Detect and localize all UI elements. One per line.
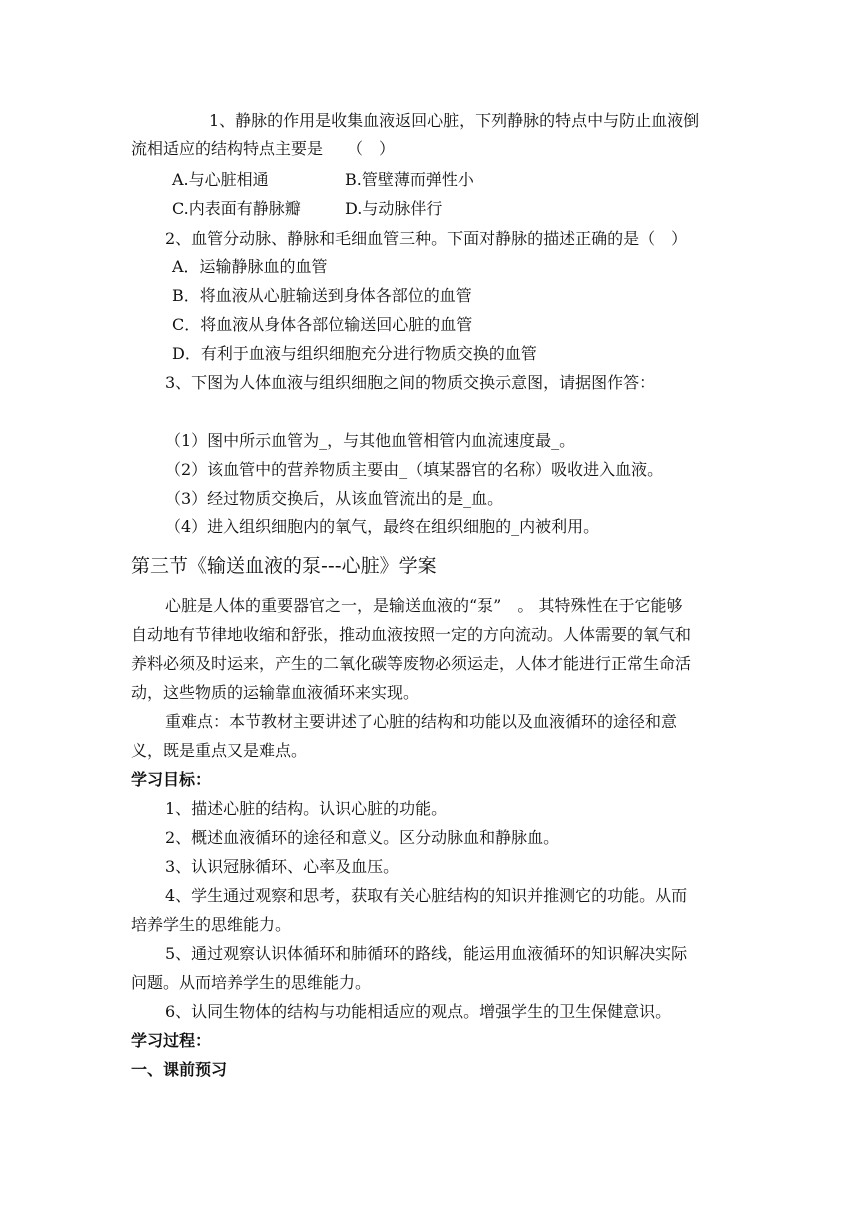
intro-line-1: 心脏是人体的重要器官之一，是输送血液的“泵” 。 其特殊性在于它能够 <box>165 596 683 615</box>
q1-option-d: D.与动脉伴行 <box>345 199 443 218</box>
q1-option-b: B.管壁薄而弹性小 <box>345 170 474 189</box>
process-heading: 学习过程： <box>131 1031 212 1050</box>
objective-5-line1: 5、通过观察认识体循环和肺循环的路线，能运用血液循环的知识解决实际 <box>165 944 688 963</box>
q3-stem: 3、下图为人体血液与组织细胞之间的物质交换示意图，请据图作答： <box>165 373 656 392</box>
q2-option-b: B．将血液从心脏输送到身体各部位的血管 <box>172 286 472 305</box>
objective-6: 6、认同生物体的结构与功能相适应的观点。增强学生的卫生保健意识。 <box>165 1002 672 1021</box>
objective-2: 2、概述血液循环的途径和意义。区分动脉血和静脉血。 <box>165 828 560 847</box>
intro-line-3: 养料必须及时运来，产生的二氧化碳等废物必须运走，人体才能进行正常生命活 <box>131 654 692 673</box>
key-line-1: 重难点：本节教材主要讲述了心脏的结构和功能以及血液循环的途径和意 <box>165 712 678 731</box>
objectives-heading: 学习目标： <box>131 770 212 789</box>
preview-heading: 一、课前预习 <box>131 1060 228 1079</box>
q3-part-3: （3）经过物质交换后，从该血管流出的是_血。 <box>165 489 504 508</box>
q1-option-c: C.内表面有静脉瓣 <box>172 199 301 218</box>
q3-part-4: （4）进入组织细胞内的氧气，最终在组织细胞的_内被利用。 <box>165 517 600 536</box>
section-title: 第三节《输送血液的泵---心脏》学案 <box>131 555 437 577</box>
intro-line-4: 动，这些物质的运输靠血液循环来实现。 <box>131 683 420 702</box>
objective-5-line2: 问题。从而培养学生的思维能力。 <box>131 973 372 992</box>
objective-1: 1、描述心脏的结构。认识心脏的功能。 <box>165 799 448 818</box>
intro-line-2: 自动地有节律地收缩和舒张，推动血液按照一定的方向流动。人体需要的氧气和 <box>131 625 692 644</box>
objective-4-line1: 4、学生通过观察和思考，获取有关心脏结构的知识并推测它的功能。从而 <box>165 886 688 905</box>
q1-option-a: A.与心脏相通 <box>172 170 269 189</box>
q1-stem-line2: 流相适应的结构特点主要是 （ ） <box>131 139 396 158</box>
q2-option-a: A．运输静脉血的血管 <box>172 257 328 276</box>
q2-stem: 2、血管分动脉、静脉和毛细血管三种。下面对静脉的描述正确的是（ ） <box>165 229 688 248</box>
q2-option-c: C．将血液从身体各部位输送回心脏的血管 <box>172 315 473 334</box>
q2-option-d: D．有利于血液与组织细胞充分进行物质交换的血管 <box>172 344 537 363</box>
q3-part-2: （2）该血管中的营养物质主要由_（填某器官的名称）吸收进入血液。 <box>165 460 664 479</box>
objective-3: 3、认识冠脉循环、心率及血压。 <box>165 857 400 876</box>
q1-stem-line1: 1、静脉的作用是收集血液返回心脏，下列静脉的特点中与防止血液倒 <box>209 111 700 130</box>
key-line-2: 义，既是重点又是难点。 <box>131 741 308 760</box>
q3-part-1: （1）图中所示血管为_，与其他血管相管内血流速度最_。 <box>165 431 576 450</box>
objective-4-line2: 培养学生的思维能力。 <box>131 915 292 934</box>
